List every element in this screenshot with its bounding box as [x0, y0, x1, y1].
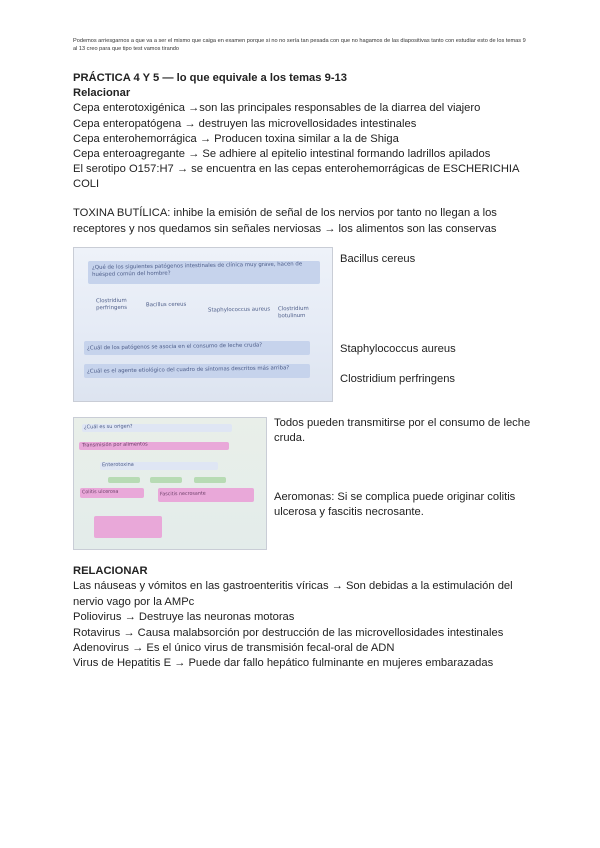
list-item: Rotavirus → Causa malabsorción por destrucción de las microvellosidades intestinales: [73, 626, 504, 639]
slide-photo-2: [73, 417, 267, 550]
question-text: ¿Qué de los siguientes patógenos intestinales de clínica muy grave, hacen de huésped común del hombre?: [91, 261, 303, 278]
list-item: Poliovirus → Destruye las neuronas motoras: [73, 611, 295, 624]
section-subtitle: Relacionar: [73, 87, 131, 100]
slide-text: Enterotoxina: [101, 461, 134, 469]
toxina-text: TOXINA BUTÍLICA: inhibe la emisión de señal de los nervios por tanto no llegan a los receptores y nos quedamos sin señales nerviosas → los alimentos son las conservas: [73, 207, 497, 235]
section-title: PRÁCTICA 4 Y 5 — lo que equivale a los temas 9-13: [73, 72, 347, 84]
answer-label: Bacillus cereus: [340, 253, 416, 265]
question-text: ¿Cuál es el agente etiológico del cuadro de síntomas descritos más arriba?: [86, 365, 290, 375]
slide-text: ¿Cuál es su origen?: [83, 423, 133, 431]
note-label: Aeromonas: Si se complica puede originar colitis ulcerosa y fascitis necrosante.: [274, 491, 516, 519]
slide-text: Transmisión por alimentos: [81, 441, 148, 449]
slide-text: Colitis ulcerosa: [81, 489, 119, 496]
intro-note: Podemos arriesgarnos a que va a ser el mismo que caiga en examen porque si no no sería tan pesada con que no hagamos de las diapositivas tanto con estudiar esto de los temas 9 al 13 creo para que tipo test vamos tirando: [73, 38, 526, 52]
slide-photo-1: [73, 247, 333, 402]
note-label: Todos pueden transmitirse por el consumo de leche cruda.: [274, 417, 531, 445]
answer-label: Clostridium perfringens: [340, 373, 456, 385]
option-text: Clostridium botulinum: [277, 305, 309, 320]
list-item: Cepa enteroagregante → Se adhiere al epitelio intestinal formando ladrillos apilados: [73, 148, 491, 161]
section-title: RELACIONAR: [73, 565, 148, 577]
section-practica: [73, 71, 533, 193]
green-bar: [108, 477, 140, 483]
option-text: Clostridium perfringens: [95, 297, 128, 312]
slide-text: Fascitis necrosante: [159, 491, 206, 498]
option-text: Bacillus cereus: [145, 301, 187, 309]
list-item: El serotipo O157:H7 → se encuentra en las cepas enterohemorrágicas de ESCHERICHIA COLI: [73, 163, 519, 191]
section-relacionar: [73, 564, 533, 672]
list-item: Cepa enteropatógena → destruyen las microvellosidades intestinales: [73, 117, 417, 130]
pink-bar: [94, 516, 162, 538]
option-text: Staphylococcus aureus: [207, 306, 271, 314]
list-item: Las náuseas y vómitos en las gastroenteritis víricas → Son debidas a la estimulación del nervio vago por la AMPc: [73, 580, 513, 608]
list-item: Cepa enterotoxigénica →son las principales responsables de la diarrea del viajero: [73, 102, 481, 115]
list-item: Adenovirus → Es el único virus de transmisión fecal-oral de ADN: [73, 642, 395, 655]
list-item: Virus de Hepatitis E → Puede dar fallo hepático fulminante en mujeres embarazadas: [73, 657, 494, 670]
green-bar: [150, 477, 182, 483]
green-bar: [194, 477, 226, 483]
question-text: ¿Cuál de los patógenos se asocia en el consumo de leche cruda?: [86, 342, 263, 352]
list-item: Cepa enterohemorrágica → Producen toxina similar a la de Shiga: [73, 132, 399, 145]
answer-label: Staphylococcus aureus: [340, 343, 456, 355]
